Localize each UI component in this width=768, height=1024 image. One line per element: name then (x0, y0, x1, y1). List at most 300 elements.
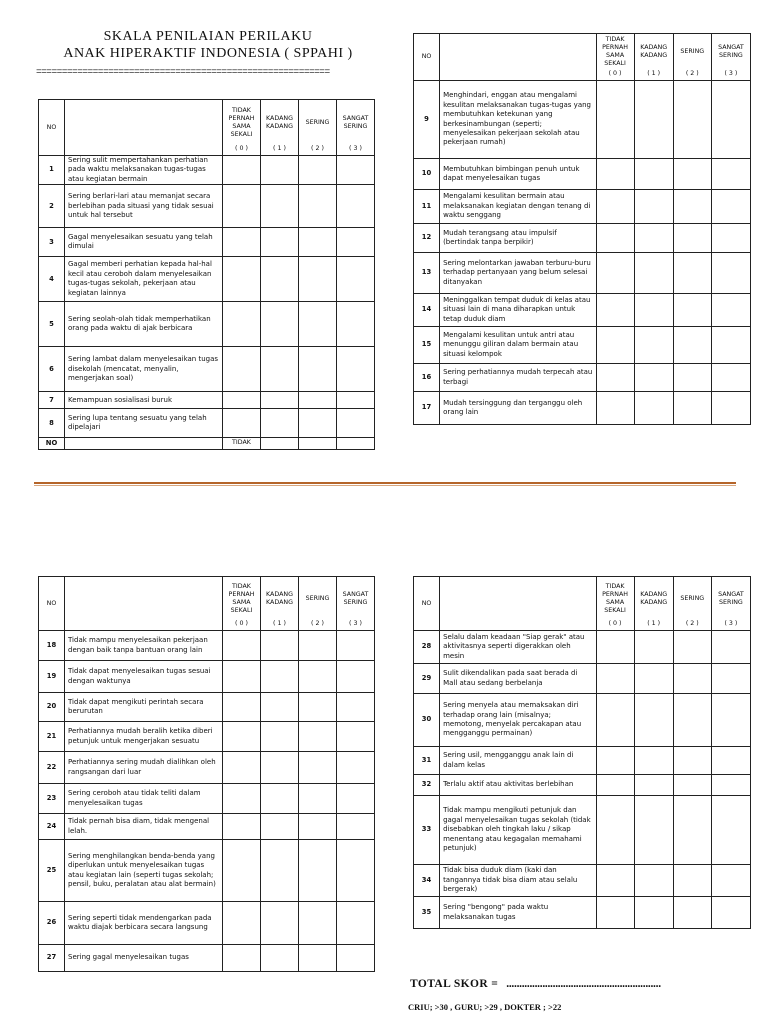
answer-cell-2[interactable] (299, 661, 337, 693)
answer-cell-1[interactable] (634, 897, 673, 929)
item-row (414, 81, 751, 159)
header-option-wrap (597, 35, 634, 80)
item-number: 24 (39, 814, 65, 840)
item-statement: Selalu dalam keadaan "Siap gerak" atau aktivitasnya seperti digerakkan oleh mesin (440, 631, 596, 664)
header-option-value: ( 2 ) (311, 619, 324, 627)
answer-cell-1[interactable] (634, 364, 673, 392)
header-option-label: KADANG KADANG (640, 44, 668, 59)
item-statement: Tidak dapat mengikuti perintah secara berurutan (65, 693, 223, 722)
answer-cell-2[interactable] (673, 327, 711, 364)
header-option-label: KADANG KADANG (640, 590, 668, 606)
answer-cell-1[interactable] (261, 156, 299, 185)
header-option-wrap (223, 101, 260, 155)
item-statement: Meninggalkan tempat duduk di kelas atau situasi lain di mana diharapkan untuk tetap duduk diam (440, 294, 596, 327)
item-number: 21 (39, 722, 65, 752)
answer-cell-1[interactable] (634, 159, 673, 190)
answer-cell-0[interactable] (223, 784, 261, 814)
answer-cell-0[interactable] (223, 302, 261, 347)
header-option-2 (673, 577, 711, 631)
header-row (414, 34, 751, 81)
item-number: 17 (414, 392, 440, 425)
item-number: 1 (39, 156, 65, 185)
title-line-2: ANAK HIPERAKTIF INDONESIA ( SPPAHI ) (63, 46, 353, 61)
item-statement: Mudah tersinggung dan terganggu oleh orang lain (440, 392, 596, 425)
questionnaire-table-1 (38, 99, 375, 450)
item-row (414, 865, 751, 897)
header-statement (65, 100, 223, 156)
answer-cell-1[interactable] (634, 775, 673, 796)
header-option-label: SERING (680, 594, 705, 602)
answer-cell-1[interactable] (634, 796, 673, 865)
answer-cell-0[interactable] (223, 902, 261, 945)
answer-cell-3[interactable] (337, 156, 375, 185)
header-row (39, 577, 375, 631)
answer-cell-0[interactable] (223, 661, 261, 693)
answer-cell-0[interactable] (223, 156, 261, 185)
answer-cell-2[interactable] (673, 364, 711, 392)
answer-cell-3[interactable] (337, 185, 375, 228)
item-number: 22 (39, 752, 65, 784)
cutoff-no: NO (39, 438, 65, 450)
answer-cell-3[interactable] (337, 228, 375, 257)
header-option-wrap (712, 578, 750, 630)
header-statement (440, 577, 596, 631)
item-number: 10 (414, 159, 440, 190)
answer-cell-0[interactable] (596, 694, 634, 747)
item-statement: Perhatiannya mudah beralih ketika diberi petunjuk untuk mengerjakan sesuatu (65, 722, 223, 752)
answer-cell-1[interactable] (634, 224, 673, 253)
answer-cell-2[interactable] (673, 190, 711, 224)
page-divider (34, 482, 736, 484)
answer-cell-1[interactable] (634, 865, 673, 897)
header-option-value: ( 1 ) (647, 69, 661, 77)
item-statement: Terlalu aktif atau aktivitas berlebihan (440, 775, 596, 796)
answer-cell-1[interactable] (634, 294, 673, 327)
answer-cell-3[interactable] (337, 661, 375, 693)
answer-cell-2[interactable] (299, 392, 337, 409)
item-number: 11 (414, 190, 440, 224)
cutoff-cell (337, 438, 375, 450)
questionnaire-table-2 (413, 33, 751, 425)
answer-cell-3[interactable] (337, 347, 375, 392)
item-statement: Sering usil, mengganggu anak lain di dalam kelas (440, 747, 596, 775)
header-option-value: ( 3 ) (349, 619, 362, 627)
item-number: 9 (414, 81, 440, 159)
item-statement: Sering seperti tidak mendengarkan pada waktu diajak berbicara secara langsung (65, 902, 223, 945)
header-option-0 (596, 577, 634, 631)
item-statement: Sering sulit mempertahankan perhatian pada waktu melaksanakan tugas-tugas atau kegiatan bermain (65, 156, 223, 185)
answer-cell-0[interactable] (596, 664, 634, 694)
header-option-1 (634, 34, 673, 81)
answer-cell-1[interactable] (261, 409, 299, 438)
item-statement: Menghindari, enggan atau mengalami kesulitan melaksanakan tugas-tugas yang membutuhkan ketekunan yang berkesinambungan (seperti; menyelesaikan pekerjaan sekolah atau pekerjaan rumah) (440, 81, 596, 159)
answer-cell-3[interactable] (337, 814, 375, 840)
item-statement: Tidak pernah bisa diam, tidak mengenal lelah. (65, 814, 223, 840)
item-statement: Tidak mampu mengikuti petunjuk dan gagal menyelesaikan tugas sekolah (tidak disebabkan oleh tingkah laku / sikap menentang atau kegagalan memahami petunjuk) (440, 796, 596, 865)
header-option-1 (261, 100, 299, 156)
item-number: 30 (414, 694, 440, 747)
cutoff-cell (261, 438, 299, 450)
total-score-label: TOTAL SKOR = (410, 978, 499, 990)
item-number: 34 (414, 865, 440, 897)
answer-cell-0[interactable] (596, 224, 634, 253)
item-row (414, 796, 751, 865)
item-number: 12 (414, 224, 440, 253)
header-option-label: SANGAT SERING (718, 44, 744, 59)
header-option-value: ( 3 ) (724, 619, 738, 627)
item-row (39, 840, 375, 902)
answer-cell-1[interactable] (634, 81, 673, 159)
answer-cell-0[interactable] (596, 159, 634, 190)
item-statement: Sulit dikendalikan pada saat berada di Mall atau sedang berbelanja (440, 664, 596, 694)
header-option-value: ( 0 ) (608, 69, 622, 77)
item-number: 13 (414, 253, 440, 294)
item-row (39, 722, 375, 752)
item-statement: Sering menghilangkan benda-benda yang diperlukan untuk menyelesaikan tugas atau kegiatan lain (seperti tugas sekolah; pensil, buku, peralatan atau alat bermain) (65, 840, 223, 902)
answer-cell-1[interactable] (261, 902, 299, 945)
answer-cell-3[interactable] (711, 392, 750, 425)
item-row (39, 814, 375, 840)
answer-cell-3[interactable] (711, 159, 750, 190)
answer-cell-3[interactable] (337, 693, 375, 722)
header-option-value: ( 1 ) (273, 619, 286, 627)
item-row (414, 392, 751, 425)
answer-cell-3[interactable] (711, 865, 750, 897)
item-row (39, 784, 375, 814)
answer-cell-2[interactable] (299, 945, 337, 972)
answer-cell-3[interactable] (711, 775, 750, 796)
page-divider-shadow (34, 485, 736, 486)
header-option-value: ( 3 ) (724, 69, 738, 77)
answer-cell-2[interactable] (673, 694, 711, 747)
answer-cell-2[interactable] (673, 664, 711, 694)
answer-cell-3[interactable] (337, 302, 375, 347)
header-option-2 (299, 577, 337, 631)
header-option-0 (223, 100, 261, 156)
item-statement: Sering berlari-lari atau memanjat secara berlebihan pada situasi yang tidak sesuai untuk hal tersebut (65, 185, 223, 228)
answer-cell-1[interactable] (261, 814, 299, 840)
answer-cell-1[interactable] (261, 392, 299, 409)
header-option-wrap (261, 578, 298, 630)
answer-cell-1[interactable] (261, 784, 299, 814)
item-row (414, 327, 751, 364)
answer-cell-2[interactable] (299, 257, 337, 302)
answer-cell-3[interactable] (711, 81, 750, 159)
header-option-wrap (299, 578, 336, 630)
item-statement: Sering lupa tentang sesuatu yang telah dipelajari (65, 409, 223, 438)
item-number: 14 (414, 294, 440, 327)
item-row (39, 302, 375, 347)
answer-cell-1[interactable] (261, 185, 299, 228)
answer-cell-2[interactable] (673, 224, 711, 253)
answer-cell-3[interactable] (711, 364, 750, 392)
answer-cell-1[interactable] (261, 257, 299, 302)
item-number: 31 (414, 747, 440, 775)
answer-cell-0[interactable] (596, 253, 634, 294)
item-number: 32 (414, 775, 440, 796)
answer-cell-2[interactable] (673, 159, 711, 190)
answer-cell-2[interactable] (299, 228, 337, 257)
item-row (39, 228, 375, 257)
item-row (39, 185, 375, 228)
item-row (39, 945, 375, 972)
item-number: 25 (39, 840, 65, 902)
item-row (414, 294, 751, 327)
answer-cell-2[interactable] (299, 722, 337, 752)
header-option-2 (299, 100, 337, 156)
item-number: 7 (39, 392, 65, 409)
answer-cell-3[interactable] (337, 945, 375, 972)
answer-cell-2[interactable] (299, 409, 337, 438)
title-separator: ========================================================= (36, 66, 330, 77)
item-number: 29 (414, 664, 440, 694)
answer-cell-2[interactable] (299, 631, 337, 661)
header-option-label: SERING (680, 48, 705, 55)
answer-cell-2[interactable] (299, 814, 337, 840)
questionnaire-table-4 (413, 576, 751, 929)
answer-cell-1[interactable] (261, 347, 299, 392)
answer-cell-2[interactable] (299, 840, 337, 902)
answer-cell-2[interactable] (673, 294, 711, 327)
header-option-2 (673, 34, 711, 81)
answer-cell-0[interactable] (596, 294, 634, 327)
header-option-wrap (337, 578, 374, 630)
answer-cell-1[interactable] (634, 392, 673, 425)
answer-cell-2[interactable] (673, 253, 711, 294)
item-statement: Mengalami kesulitan untuk antri atau menunggu giliran dalam bermain atau situasi kelompok (440, 327, 596, 364)
item-statement: Gagal memberi perhatian kepada hal-hal kecil atau ceroboh dalam menyelesaikan tugas-tugas sekolah, pekerjaan atau kegiatan lainnya (65, 257, 223, 302)
header-no: NO (39, 577, 65, 631)
answer-cell-2[interactable] (299, 752, 337, 784)
header-option-wrap (261, 101, 298, 155)
item-row (414, 253, 751, 294)
answer-cell-2[interactable] (673, 81, 711, 159)
answer-cell-1[interactable] (634, 631, 673, 664)
item-row (39, 156, 375, 185)
answer-cell-1[interactable] (634, 327, 673, 364)
answer-cell-2[interactable] (673, 796, 711, 865)
answer-cell-3[interactable] (337, 752, 375, 784)
answer-cell-0[interactable] (596, 190, 634, 224)
header-statement (440, 34, 596, 81)
item-statement: Perhatiannya sering mudah dialihkan oleh rangsangan dari luar (65, 752, 223, 784)
answer-cell-2[interactable] (299, 302, 337, 347)
answer-cell-3[interactable] (337, 784, 375, 814)
header-option-label: TIDAK PERNAH SAMA SEKALI (228, 582, 255, 614)
answer-cell-0[interactable] (223, 392, 261, 409)
header-no: NO (414, 577, 440, 631)
title-line-1: SKALA PENILAIAN PERILAKU (103, 29, 313, 44)
cutoff-statement (65, 438, 223, 450)
header-option-1 (261, 577, 299, 631)
answer-cell-1[interactable] (261, 722, 299, 752)
answer-cell-3[interactable] (337, 409, 375, 438)
answer-cell-3[interactable] (711, 327, 750, 364)
answer-cell-3[interactable] (711, 224, 750, 253)
header-option-value: ( 3 ) (349, 144, 362, 152)
item-row (39, 693, 375, 722)
item-number: 19 (39, 661, 65, 693)
header-option-wrap (674, 578, 711, 630)
answer-cell-3[interactable] (711, 747, 750, 775)
header-option-label: TIDAK PERNAH SAMA SEKALI (602, 582, 629, 614)
item-number: 16 (414, 364, 440, 392)
answer-cell-2[interactable] (673, 631, 711, 664)
item-row (414, 897, 751, 929)
header-option-3 (337, 100, 375, 156)
answer-cell-0[interactable] (596, 327, 634, 364)
answer-cell-3[interactable] (337, 257, 375, 302)
header-option-1 (634, 577, 673, 631)
answer-cell-3[interactable] (711, 294, 750, 327)
header-option-wrap (299, 101, 336, 155)
header-option-value: ( 2 ) (311, 144, 324, 152)
item-row (39, 631, 375, 661)
answer-cell-1[interactable] (261, 945, 299, 972)
answer-cell-3[interactable] (337, 840, 375, 902)
score-criteria: CRIU; >30 , GURU; >29 , DOKTER ; >22 (408, 1002, 562, 1012)
answer-cell-0[interactable] (223, 257, 261, 302)
header-option-wrap (674, 35, 711, 80)
answer-cell-1[interactable] (261, 840, 299, 902)
answer-cell-0[interactable] (223, 752, 261, 784)
answer-cell-2[interactable] (673, 392, 711, 425)
item-number: 18 (39, 631, 65, 661)
item-statement: Sering seolah-olah tidak memperhatikan orang pada waktu di ajak berbicara (65, 302, 223, 347)
header-option-value: ( 1 ) (273, 144, 286, 152)
answer-cell-2[interactable] (299, 156, 337, 185)
answer-cell-0[interactable] (596, 775, 634, 796)
header-option-wrap (712, 35, 750, 80)
item-row (414, 190, 751, 224)
item-number: 5 (39, 302, 65, 347)
answer-cell-1[interactable] (634, 747, 673, 775)
answer-cell-0[interactable] (596, 865, 634, 897)
answer-cell-0[interactable] (223, 722, 261, 752)
answer-cell-0[interactable] (223, 945, 261, 972)
item-number: 4 (39, 257, 65, 302)
answer-cell-0[interactable] (223, 409, 261, 438)
header-row (414, 577, 751, 631)
answer-cell-0[interactable] (223, 228, 261, 257)
answer-cell-2[interactable] (299, 784, 337, 814)
answer-cell-3[interactable] (711, 796, 750, 865)
item-number: 28 (414, 631, 440, 664)
answer-cell-3[interactable] (711, 664, 750, 694)
header-option-3 (711, 577, 750, 631)
item-number: 33 (414, 796, 440, 865)
answer-cell-0[interactable] (596, 747, 634, 775)
header-option-label: KADANG KADANG (266, 590, 293, 606)
answer-cell-1[interactable] (261, 752, 299, 784)
answer-cell-3[interactable] (711, 631, 750, 664)
header-option-label: TIDAK PERNAH SAMA SEKALI (602, 36, 629, 67)
answer-cell-0[interactable] (223, 840, 261, 902)
answer-cell-2[interactable] (673, 775, 711, 796)
answer-cell-2[interactable] (299, 902, 337, 945)
item-number: 27 (39, 945, 65, 972)
answer-cell-2[interactable] (299, 693, 337, 722)
item-row (39, 347, 375, 392)
header-option-wrap (597, 578, 634, 630)
header-option-value: ( 2 ) (685, 69, 699, 77)
answer-cell-3[interactable] (337, 902, 375, 945)
answer-cell-3[interactable] (337, 722, 375, 752)
answer-cell-0[interactable] (223, 814, 261, 840)
answer-cell-3[interactable] (711, 190, 750, 224)
item-number: 23 (39, 784, 65, 814)
cutoff-header-row (39, 438, 375, 450)
answer-cell-1[interactable] (634, 694, 673, 747)
item-row (414, 775, 751, 796)
answer-cell-1[interactable] (634, 664, 673, 694)
answer-cell-0[interactable] (596, 392, 634, 425)
answer-cell-1[interactable] (261, 302, 299, 347)
total-score-blank[interactable]: ............................................................ (506, 978, 661, 990)
item-row (39, 902, 375, 945)
answer-cell-0[interactable] (223, 693, 261, 722)
answer-cell-3[interactable] (711, 694, 750, 747)
cutoff-cell (299, 438, 337, 450)
item-row (414, 747, 751, 775)
item-statement: Sering ceroboh atau tidak teliti dalam menyelesaikan tugas (65, 784, 223, 814)
header-option-label: SANGAT SERING (718, 590, 744, 606)
item-row (39, 752, 375, 784)
item-row (39, 392, 375, 409)
header-option-wrap (635, 35, 673, 80)
answer-cell-2[interactable] (299, 185, 337, 228)
answer-cell-1[interactable] (634, 253, 673, 294)
header-option-0 (596, 34, 634, 81)
answer-cell-1[interactable] (634, 190, 673, 224)
answer-cell-0[interactable] (596, 364, 634, 392)
item-statement: Mengalami kesulitan bermain atau melaksanakan kegiatan dengan tenang di waktu senggang (440, 190, 596, 224)
item-number: 15 (414, 327, 440, 364)
questionnaire-table-3 (38, 576, 375, 972)
header-option-value: ( 0 ) (608, 619, 622, 627)
answer-cell-0[interactable] (596, 81, 634, 159)
item-statement: Tidak dapat menyelesaikan tugas sesuai dengan waktunya (65, 661, 223, 693)
answer-cell-1[interactable] (261, 631, 299, 661)
answer-cell-2[interactable] (673, 747, 711, 775)
answer-cell-0[interactable] (223, 185, 261, 228)
answer-cell-2[interactable] (299, 347, 337, 392)
answer-cell-2[interactable] (673, 897, 711, 929)
answer-cell-2[interactable] (673, 865, 711, 897)
answer-cell-1[interactable] (261, 693, 299, 722)
item-statement: Gagal menyelesaikan sesuatu yang telah dimulai (65, 228, 223, 257)
item-row (414, 364, 751, 392)
answer-cell-1[interactable] (261, 228, 299, 257)
header-option-value: ( 0 ) (235, 619, 248, 627)
answer-cell-0[interactable] (223, 631, 261, 661)
header-option-value: ( 1 ) (647, 619, 661, 627)
answer-cell-0[interactable] (596, 897, 634, 929)
header-option-label: SANGAT SERING (342, 114, 369, 130)
answer-cell-3[interactable] (337, 392, 375, 409)
answer-cell-0[interactable] (596, 796, 634, 865)
answer-cell-3[interactable] (711, 253, 750, 294)
answer-cell-3[interactable] (337, 631, 375, 661)
item-number: 35 (414, 897, 440, 929)
answer-cell-0[interactable] (223, 347, 261, 392)
answer-cell-3[interactable] (711, 897, 750, 929)
answer-cell-1[interactable] (261, 661, 299, 693)
answer-cell-0[interactable] (596, 631, 634, 664)
header-option-label: KADANG KADANG (266, 114, 293, 130)
header-no: NO (39, 100, 65, 156)
item-number: 6 (39, 347, 65, 392)
